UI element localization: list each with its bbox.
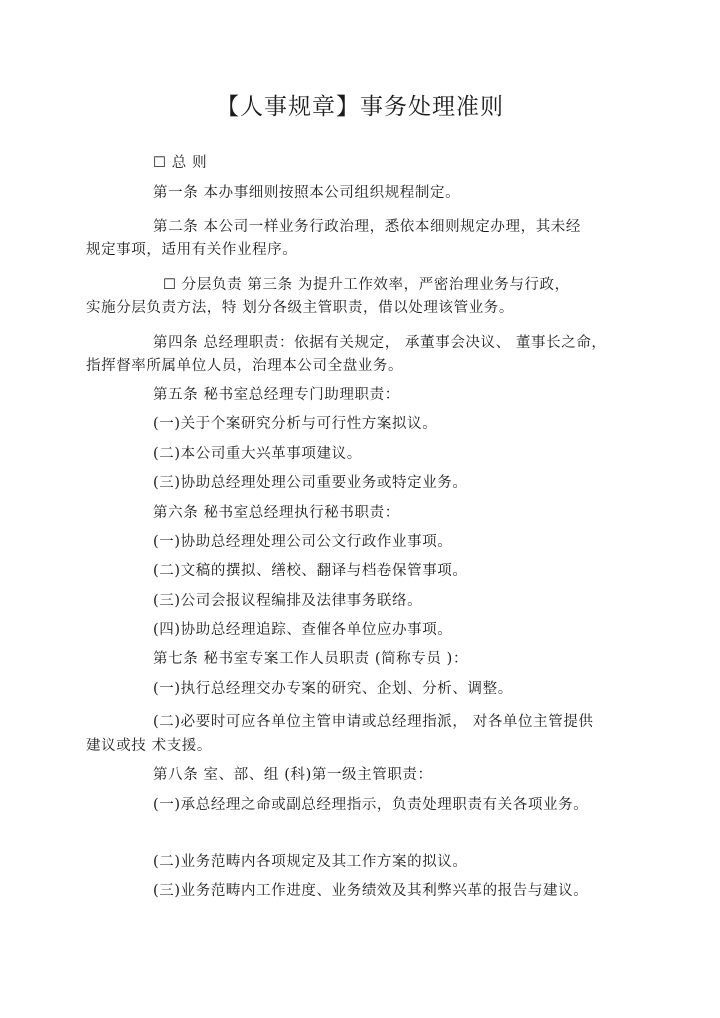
- article-3-line-2: 实施分层负责方法，特 划分各级主管职责，借以处理该管业务。: [86, 300, 515, 316]
- article-4-line-2: 指挥督率所属单位人员，治理本公司全盘业务。: [86, 358, 404, 374]
- article-7: 第七条 秘书室专案工作人员职责 (简称专员 )：: [153, 651, 469, 667]
- article-7-item-2-line-1: (二)必要时可应各单位主管申请或总经理指派， 对各单位主管提供: [153, 714, 594, 730]
- article-6-item-1: (一)协助总经理处理公司公文行政作业事项。: [153, 534, 453, 550]
- article-1: 第一条 本办事细则按照本公司组织规程制定。: [153, 185, 461, 201]
- section-heading-general: ☐ 总 则: [153, 155, 208, 171]
- article-7-item-2-line-2: 建议或技 术支援。: [86, 738, 213, 754]
- article-2-line-1: 第二条 本公司一样业务行政治理，悉依本细则规定办理，其未经: [153, 219, 582, 235]
- article-2-line-2: 规定事项，适用有关作业程序。: [86, 242, 298, 258]
- article-8: 第八条 室、部、组 (科)第一级主管职责：: [153, 767, 433, 783]
- article-6-item-2: (二)文稿的撰拟、缮校、翻译与档卷保管事项。: [153, 563, 468, 579]
- article-8-item-1: (一)承总经理之命或副总经理指示，负责处理职责有关各项业务。: [153, 797, 589, 813]
- article-5: 第五条 秘书室总经理专门助理职责：: [153, 387, 400, 403]
- section-article-3-line-1: ☐ 分层负责 第三条 为提升工作效率，严密治理业务与行政，: [163, 277, 570, 293]
- article-7-item-1: (一)执行总经理交办专案的研究、企划、分析、调整。: [153, 681, 513, 697]
- article-6: 第六条 秘书室总经理执行秘书职责：: [153, 505, 400, 521]
- article-6-item-3: (三)公司会报议程编排及法律事务联络。: [153, 593, 423, 609]
- article-4-line-1: 第四条 总经理职责：依据有关规定， 承董事会决议、 董事长之命，: [153, 335, 607, 351]
- article-5-item-3: (三)协助总经理处理公司重要业务或特定业务。: [153, 475, 468, 491]
- article-6-item-4: (四)协助总经理追踪、查催各单位应办事项。: [153, 622, 453, 638]
- article-5-item-1: (一)关于个案研究分析与可行性方案拟议。: [153, 416, 438, 432]
- article-5-item-2: (二)本公司重大兴革事项建议。: [153, 446, 362, 462]
- article-8-item-2: (二)业务范畴内各项规定及其工作方案的拟议。: [153, 854, 468, 870]
- article-8-item-3: (三)业务范畴内工作进度、业务绩效及其利弊兴革的报告与建议。: [153, 883, 589, 899]
- document-title: 【人事规章】事务处理准则: [216, 94, 504, 120]
